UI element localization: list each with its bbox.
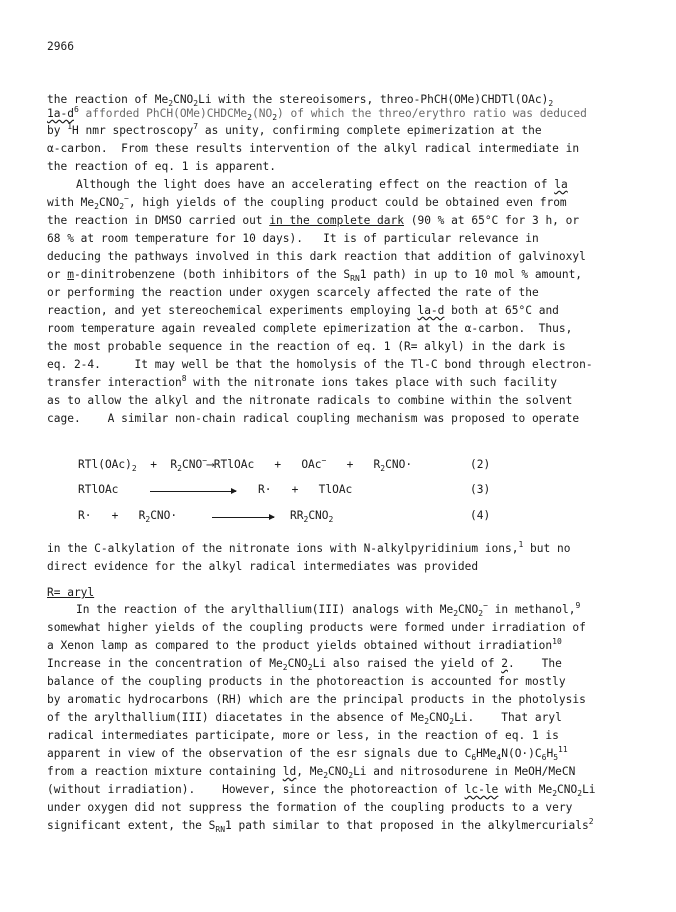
text-line: eq. 2-4. It may well be that the homolysis of the Tl-C bond through electron- — [47, 358, 593, 371]
text-line: Increase in the concentration of $Me_2CNO_2Li$ also raised the yield of 2. The — [47, 657, 562, 672]
text-line: a Xenon lamp as compared to the product yields obtained without irradiation$^{10}$ — [47, 637, 562, 652]
text-line: reaction, and yet stereochemical experiments employing la-d both at 65°C and — [47, 304, 559, 317]
text-line: or performing the reaction under oxygen scarcely affected the rate of the — [47, 286, 539, 299]
text-line: in the C-alkylation of the nitronate ions with N-alkylpyridinium ions,$^1$ but no — [47, 540, 571, 555]
text-line: direct evidence for the alkyl radical intermediates was provided — [47, 560, 479, 573]
page-number: 2966 — [47, 40, 74, 53]
text-line: In the reaction of the arylthallium(III) analogs with $Me_2CNO_2^-$ in methanol,$^9$ — [76, 601, 581, 618]
text-line: 68 % at room temperature for 10 days). It is of particular relevance in — [47, 232, 539, 245]
text-line: the reaction in DMSO carried out in the complete dark (90 % at 65°C for 3 h, or — [47, 214, 580, 227]
reaction-arrow — [212, 517, 274, 518]
text-line: from a reaction mixture containing ld, $Me_2CNO_2Li$ and nitrosodurene in MeOH/MeCN — [47, 765, 576, 780]
text-line: the most probable sequence in the reaction of eq. 1 (R= alkyl) in the dark is — [47, 340, 566, 353]
equation-3-products: R· + TlOAc — [258, 483, 353, 496]
equation-number: (3) — [470, 483, 491, 496]
equation-number: (2) — [470, 458, 491, 471]
text-line: apparent in view of the observation of the esr signals due to $C_6HMe_4N(O\cdot)C_6H_5^{11}$ — [47, 745, 568, 762]
equation-3: RTlOAc — [78, 483, 119, 496]
text-line: somewhat higher yields of the coupling products were formed under irradiation of — [47, 621, 586, 634]
text-line: or m-dinitrobenzene (both inhibitors of the $S_{RN}1$ path) in up to 10 mol % amount, — [47, 268, 583, 283]
text-line: (without irradiation). However, since the photoreaction of lc-le with $Me_2CNO_2Li$ — [47, 783, 596, 798]
text-line: $1a-d^6$ afforded $PhCH(OMe)CHDCMe_2(NO_2)$ of which the threo/erythro ratio was deduced — [47, 105, 587, 122]
text-line: under oxygen did not suppress the formation of the coupling products to a very — [47, 801, 573, 814]
text-line: significant extent, the $S_{RN}1$ path similar to that proposed in the alkylmercurials$^2$ — [47, 817, 594, 834]
text-line: with $Me_2CNO_2^-$, high yields of the coupling product could be obtained even from — [47, 194, 567, 211]
text-line: cage. A similar non-chain radical coupling mechanism was proposed to operate — [47, 412, 580, 425]
text-line: α-carbon. From these results intervention of the alkyl radical intermediate in — [47, 142, 580, 155]
equation-4: $R\cdot + R_2CNO\cdot$ — [78, 509, 178, 524]
section-heading: R= aryl — [47, 586, 95, 599]
text-line: the reaction of $Me_2CNO_2Li$ with the stereoisomers, threo-$PhCH(OMe)CHDTl(OAc)_2$ — [47, 93, 554, 108]
reaction-arrow — [150, 491, 236, 492]
text-line: room temperature again revealed complete epimerization at the α-carbon. Thus, — [47, 322, 573, 335]
equation-number: (4) — [470, 509, 491, 522]
equation-4-products: $RR_2CNO_2$ — [290, 509, 334, 524]
text-line: deducing the pathways involved in this dark reaction that addition of galvinoxyl — [47, 250, 586, 263]
text-line: the reaction of eq. 1 is apparent. — [47, 160, 277, 173]
text-line: balance of the coupling products in the photoreaction is accounted for mostly — [47, 675, 566, 688]
text-line: by aromatic hydrocarbons (RH) which are the principal products in the photolysis — [47, 693, 586, 706]
equation-2: $RTl(OAc)_2$ + $R_2CNO^-⟶RTlOAc + OAc^- + R_2CNO\cdot$ — [78, 456, 413, 473]
text-line: Although the light does have an accelerating effect on the reaction of la — [76, 178, 568, 191]
text-line: as to allow the alkyl and the nitronate radicals to combine within the solvent — [47, 394, 573, 407]
text-line: of the arylthallium(III) diacetates in the absence of $Me_2CNO_2Li$. That aryl — [47, 711, 562, 726]
text-line: radical intermediates participate, more or less, in the reaction of eq. 1 is — [47, 729, 559, 742]
text-line: by $^1$H nmr spectroscopy$^7$ as unity, confirming complete epimerization at the — [47, 122, 542, 137]
text-line: transfer interaction$^8$ with the nitronate ions takes place with such facility — [47, 374, 557, 389]
